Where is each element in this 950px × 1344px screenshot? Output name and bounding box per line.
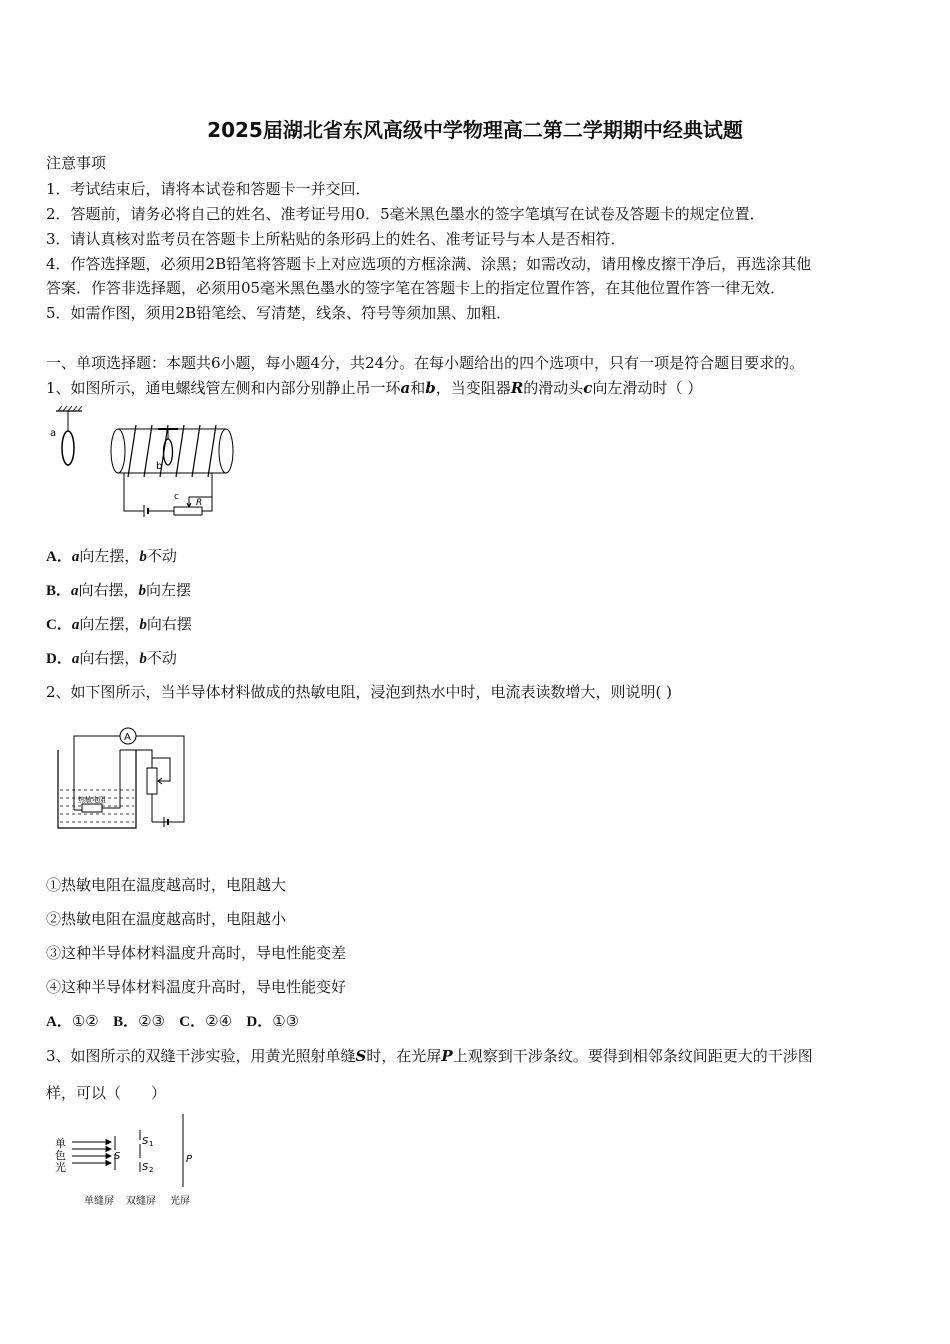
screen-P-label: P [186, 1154, 193, 1165]
q1-option-d[interactable]: D．a向右摆，b不动 [46, 649, 177, 667]
ring-b [164, 439, 173, 465]
q3-stem-line2: 样，可以（ ） [46, 1084, 167, 1102]
label-a: a [50, 428, 57, 439]
q2-option-d[interactable]: D．①③ [246, 1012, 300, 1030]
double-slit-label: 双缝屏 [126, 1196, 156, 1207]
slit-S2-subscript: 2 [149, 1166, 154, 1174]
q2-option-a[interactable]: A．①② [46, 1012, 99, 1030]
slit-S1-label: S [142, 1136, 149, 1147]
q2-option-c[interactable]: C．②④ [179, 1012, 233, 1030]
page-title: 2025届湖北省东风高级中学物理高二第二学期期中经典试题 [207, 118, 743, 142]
q2-statement: ①热敏电阻在温度越高时，电阻越大 [46, 876, 287, 894]
section-heading: 一、单项选择题：本题共6小题，每小题4分，共24分。在每小题给出的四个选项中，只有一项是符合题目要求的。 [46, 354, 805, 372]
light-label: 色 [55, 1149, 66, 1162]
notice-heading: 注意事项 [46, 154, 107, 172]
q2-options [46, 1010, 299, 1031]
slit-S-label: S [114, 1151, 121, 1162]
slit-S1-subscript: 1 [149, 1140, 154, 1148]
q2-stem: 2、如下图所示，当半导体材料做成的热敏电阻，浸泡到热水中时，电流表读数增大，则说明( ) [46, 683, 673, 701]
light-label: 单 [55, 1137, 66, 1150]
q2-statement: ④这种半导体材料温度升高时，导电性能变好 [46, 978, 347, 996]
q1-option-b[interactable]: B．a向右摆，b向左摆 [46, 581, 192, 599]
q1-option-a[interactable]: A．a向左摆，b不动 [46, 547, 177, 565]
label-R: R [196, 498, 203, 508]
notice-item: 2．答题前，请务必将自己的姓名、准考证号用0．5毫米黑色墨水的签字笔填写在试卷及答题卡的规定位置． [46, 205, 765, 223]
notice-item: 4．作答选择题，必须用2B铅笔将答题卡上对应选项的方框涂满、涂黑；如需改动，请用橡皮擦干净后，再选涂其他 [46, 255, 812, 273]
q2-statement: ②热敏电阻在温度越高时，电阻越小 [46, 910, 287, 928]
q1-stem: 1、如图所示，通电螺线管左侧和内部分别静止吊一环a和b，当变阻器R的滑动头c向左滑动时（ ） [46, 379, 703, 397]
notice-item: 3．请认真核对监考员在答题卡上所粘贴的条形码上的姓名、准考证号与本人是否相符． [46, 230, 626, 248]
q1-option-c[interactable]: C．a向左摆，b向右摆 [46, 615, 192, 633]
q2-thermistor-figure [52, 724, 192, 836]
single-slit-label: 单缝屏 [84, 1196, 114, 1207]
label-b: b [156, 461, 163, 472]
thermistor-resistor [82, 804, 102, 812]
q3-stem-line1: 3、如图所示的双缝干涉实验，用黄光照射单缝S时，在光屏P上观察到干涉条纹。要得到相邻条纹间距更大的干涉图 [46, 1047, 813, 1065]
notice-item: 1．考试结束后，请将本试卷和答题卡一并交回． [46, 180, 371, 198]
ring-a [62, 431, 74, 465]
screen-label: 光屏 [170, 1196, 190, 1207]
q1-solenoid-figure [46, 405, 246, 520]
ammeter-label: A [124, 732, 131, 743]
slit-S2-label: S [142, 1162, 149, 1173]
light-label: 光 [55, 1161, 66, 1174]
notice-item: 答案．作答非选择题，必须用05毫米黑色墨水的签字笔在答题卡上的指定位置作答，在其他位置作答一律无效． [46, 279, 786, 297]
notice-item: 5．如需作图，须用2B铅笔绘、写清楚，线条、符号等须加黑、加粗． [46, 304, 512, 322]
thermistor-label: 热敏电阻 [78, 796, 106, 804]
q2-statement: ③这种半导体材料温度升高时，导电性能变差 [46, 944, 347, 962]
q2-option-b[interactable]: B．②③ [113, 1012, 165, 1030]
label-c: c [174, 492, 179, 502]
q3-double-slit-figure [52, 1112, 212, 1212]
